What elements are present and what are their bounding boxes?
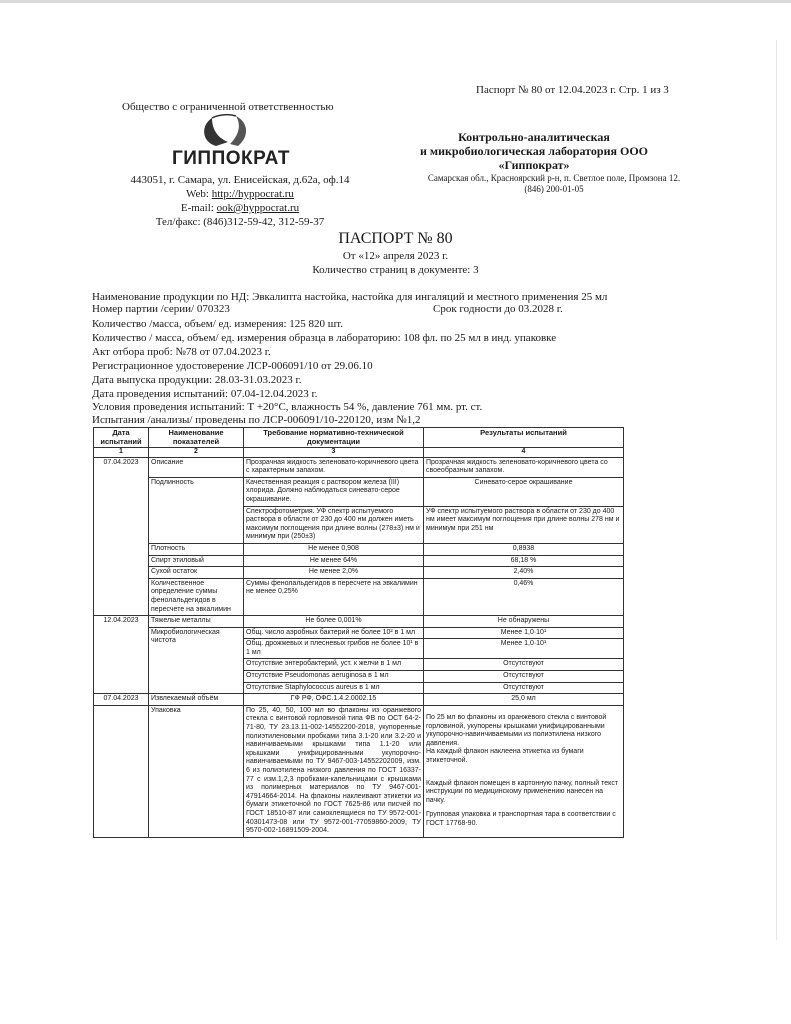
table-row — [94, 567, 624, 579]
result-description: Прозрачная жидкость зеленовато-коричневого цвета со своеобразным запахом. — [424, 457, 624, 477]
table-row — [94, 705, 624, 837]
col-number: 1 — [94, 448, 149, 458]
date-cell: 07.04.2023 — [94, 457, 149, 616]
scan-edge-line — [776, 40, 777, 940]
requirement-micro-aerobic: Общ. число аэробных бактерий не более 10² в 1 мл — [244, 627, 424, 639]
lab-name-line2: и микробиологическая лаборатория ООО — [420, 144, 648, 158]
requirement-identity-uv: Спектрофотометрия. УФ спектр испытуемого раствора в области от 230 до 400 нм должен иметь максимум поглощения при длине волны (278±3) нм и минимум при (250±3) — [244, 506, 424, 543]
requirement-ethanol: Не менее 64% — [244, 555, 424, 567]
leaf-logo-icon — [172, 112, 280, 152]
header-date: Дата испытаний — [94, 428, 149, 448]
requirement-micro-staph: Отсутствие Staphylococcus aureus в 1 мл — [244, 682, 424, 694]
indicator-ethanol: Спирт этиловый — [149, 555, 244, 567]
result-ethanol: 68,18 % — [424, 555, 624, 567]
result-micro-staph: Отсутствуют — [424, 682, 624, 694]
results-table — [93, 427, 624, 838]
requirement-micro-pseudomonas: Отсутствие Pseudomonas aeruginosa в 1 мл — [244, 671, 424, 683]
date-cell: 12.04.2023 — [94, 616, 149, 694]
document-page-count: Количество страниц в документе: 3 — [312, 264, 479, 276]
date-cell: 07.04.2023 — [94, 694, 149, 706]
email-link[interactable]: ook@hyppocrat.ru — [216, 202, 300, 214]
indicator-dry-residue: Сухой остаток — [149, 567, 244, 579]
indicator-micro: Микробиологическая чистота — [149, 627, 244, 694]
requirement-density: Не менее 0,908 — [244, 543, 424, 555]
table-row — [94, 477, 624, 506]
result-dry-residue: 2,40% — [424, 567, 624, 579]
hippocrat-logo — [172, 112, 290, 174]
header-result: Результаты испытаний — [424, 428, 624, 448]
result-density: 0,8938 — [424, 543, 624, 555]
result-identity-reaction: Синевато-серое окрашивание — [424, 477, 624, 506]
batch-number: Номер партии /серии/ 070323 — [92, 303, 230, 315]
passport-reference: Паспорт № 80 от 12.04.2023 г. Стр. 1 из 3 — [476, 84, 669, 96]
logo-text: ГИППОКРАТ — [172, 148, 290, 169]
web-label: Web: — [186, 188, 209, 200]
sampling-act: Акт отбора проб: №78 от 07.04.2023 г. — [92, 346, 271, 358]
requirement-identity-reaction: Качественная реакция с раствором железа (III) хлорида. Должно наблюдаться синевато-серое окрашивание. — [244, 477, 424, 506]
requirement-volume: ГФ РФ, ОФС.1.4.2.0002.15 — [244, 694, 424, 706]
requirement-description: Прозрачная жидкость зеленовато-коричневого цвета с характерным запахом. — [244, 457, 424, 477]
company-phone: Тел/факс: (846)312-59-42, 312-59-37 — [155, 216, 325, 228]
result-phenol: 0,46% — [424, 578, 624, 615]
header-indicator: Наименование показателей — [149, 428, 244, 448]
table-number-row — [94, 448, 624, 458]
quantity: Количество /масса, объем/ ед. измерения: 125 820 шт. — [92, 318, 344, 330]
requirement-micro-entero: Отсутствие энтеробактерий, уст. к желчи в 1 мл — [244, 659, 424, 671]
company-type: Общество с ограниченной ответственностью — [122, 101, 334, 113]
requirement-heavy-metals: Не более 0,001% — [244, 616, 424, 628]
result-packaging-label: На каждый флакон наклеена этикетка из бумаги этикеточной. — [426, 748, 584, 764]
table-row — [94, 457, 624, 477]
table-row — [94, 616, 624, 628]
indicator-phenol: Количественное определение суммы фенолальдегидов в пересчете на эвкалимин — [149, 578, 244, 615]
indicator-description: Описание — [149, 457, 244, 477]
table-row — [94, 694, 624, 706]
requirement-packaging: По 25, 40, 50, 100 мл во флаконы из оранжевого стекла с винтовой горловиной типа ФВ по ОСТ 64-2-71-80, ТУ 23.13.11-002-14552200-2018, укупоренные полиэтиленовыми пробками типа 3.1-20 или 3.2-20 и навинчиваемыми крышками типа 1.1-20 или крышками унифицированными укупорочно-навинчиваемыми по ТУ 9467-003-14552202009, изм. 6 из полиэтилена низкого давления по ГОСТ 16337-77 с изм.1,2,3 пробками-капельницами с крышками из полимерных материалов по ТУ 9467-001-47914664-2014. На флаконы наклеивают этикетки из бумаги этикеточной по ГОСТ 7625-86 или писчей по ГОСТ 18510-87 или самоклеящиеся по ТУ 9572-001-40301473-08 или ТУ 9572-001-77059860-2009, ТУ 9570-002-16891509-2004. — [244, 705, 424, 837]
result-heavy-metals: Не обнаружены — [424, 616, 624, 628]
product-name: Наименование продукции по НД: Эвкалипта настойка, настойка для ингаляций и местного применения 25 мл — [92, 291, 608, 303]
document-title: ПАСПОРТ № 80 — [338, 230, 453, 247]
requirement-micro-fungi: Общ. дрожжевых и плесневых грибов не более 10¹ в 1 мл — [244, 639, 424, 659]
table-row — [94, 555, 624, 567]
lab-name-line3: «Гиппократ» — [498, 158, 570, 172]
result-micro-fungi: Менее 1,0·10¹ — [424, 639, 624, 659]
col-number: 2 — [149, 448, 244, 458]
lab-address: Самарская обл., Красноярский р-н, п. Светлое поле, Промзона 12. — [427, 173, 681, 183]
email-label: E-mail: — [180, 202, 214, 214]
result-micro-pseudomonas: Отсутствуют — [424, 671, 624, 683]
page-edge — [0, 0, 791, 3]
result-micro-entero: Отсутствуют — [424, 659, 624, 671]
table-row — [94, 627, 624, 639]
date-cell-empty — [94, 705, 149, 837]
lab-address-block — [404, 173, 704, 195]
lab-phone: (846) 200-01-05 — [524, 184, 584, 194]
result-packaging-bottle: По 25 мл во флаконы из оранжевого стекла с винтовой горловиной, укупорены крышками унифицированными укупорочно-навинчиваемыми из полиэтилена низкого давления. — [426, 714, 607, 747]
company-address-block — [110, 173, 370, 229]
table-row — [94, 578, 624, 615]
test-date: Дата проведения испытаний: 07.04-12.04.2023 г. — [92, 388, 318, 400]
test-conditions: Условия проведения испытаний: Т +20°С, влажность 54 %, давление 761 мм. рт. ст. — [92, 401, 483, 413]
result-packaging-group: Групповая упаковка и транспортная тара в соответствии с ГОСТ 17768-90. — [426, 811, 616, 827]
header-requirement: Требование нормативно-технической документации — [244, 428, 424, 448]
company-address: 443051, г. Самара, ул. Енисейская, д.62а, оф.14 — [130, 174, 350, 186]
test-method: Испытания /анализы/ проведены по ЛСР-006091/10-220120, изм №1,2 — [92, 414, 421, 426]
result-identity-uv: УФ спектр испытуемого раствора в области от 230 до 400 нм имеет максимум поглощения при длине волны 278 нм и минимум при 251 нм — [424, 506, 624, 543]
sample-quantity: Количество / масса, объем/ ед. измерения образца в лабораторию: 108 фл. по 25 мл в инд. упаковке — [92, 332, 557, 344]
col-number: 4 — [424, 448, 624, 458]
requirement-dry-residue: Не менее 2,0% — [244, 567, 424, 579]
result-packaging — [424, 705, 624, 837]
table-header-row — [94, 428, 624, 448]
indicator-heavy-metals: Тяжелые металлы — [149, 616, 244, 628]
registration-certificate: Регистрационное удостоверение ЛСР-006091/10 от 29.06.10 — [92, 360, 373, 372]
release-date: Дата выпуска продукции: 28.03-31.03.2023 г. — [92, 374, 302, 386]
result-micro-aerobic: Менее 1,0·10¹ — [424, 627, 624, 639]
web-link[interactable]: http://hyppocrat.ru — [211, 188, 294, 200]
requirement-phenol: Суммы фенолальдегидов в пересчете на эвкалимин не менее 0,25% — [244, 578, 424, 615]
lab-name — [384, 130, 684, 172]
table-row — [94, 543, 624, 555]
document-date: От «12» апреля 2023 г. — [342, 250, 449, 262]
result-packaging-box: Каждый флакон помещен в картонную пачку, полный текст инструкции по медицинскому применению нанесен на пачку. — [426, 779, 619, 804]
result-volume: 25,0 мл — [424, 694, 624, 706]
indicator-density: Плотность — [149, 543, 244, 555]
indicator-volume: Извлекаемый объём — [149, 694, 244, 706]
lab-name-line1: Контрольно-аналитическая — [458, 130, 610, 144]
indicator-identity: Подлинность — [149, 477, 244, 543]
indicator-packaging: Упаковка — [149, 705, 244, 837]
col-number: 3 — [244, 448, 424, 458]
expiry-date: Срок годности до 03.2028 г. — [433, 303, 563, 315]
